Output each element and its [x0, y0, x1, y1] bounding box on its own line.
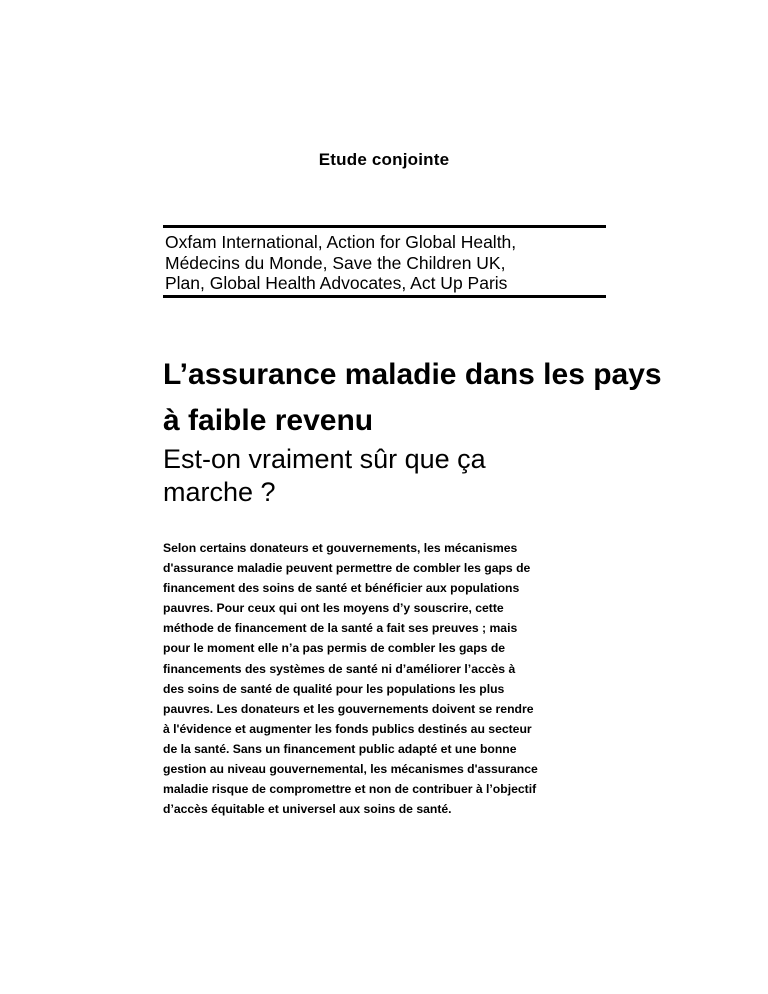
page-title: [163, 352, 753, 444]
title-line: L’assurance maladie dans les pays: [163, 358, 662, 391]
summary-line: pauvres. Les donateurs et les gouvernements doivent se rendre: [163, 701, 534, 716]
summary-line: d’accès équitable et universel aux soins de santé.: [163, 802, 452, 817]
summary-line: à l'évidence et augmenter les fonds publics destinés au secteur: [163, 721, 532, 736]
summary-line: méthode de financement de la santé a fait ses preuves ; mais: [163, 621, 518, 636]
summary-paragraph: [163, 538, 603, 819]
summary-line: maladie risque de compromettre et non de contribuer à l’objectif: [163, 782, 537, 797]
subtitle-line: marche ?: [163, 477, 276, 507]
summary-line: des soins de santé de qualité pour les populations les plus: [163, 681, 505, 696]
authors-line: Plan, Global Health Advocates, Act Up Paris: [165, 273, 508, 293]
summary-line: pour le moment elle n’a pas permis de combler les gaps de: [163, 641, 506, 656]
summary-line: de la santé. Sans un financement public adapté et une bonne: [163, 741, 517, 756]
summary-line: financement des soins de santé et bénéficier aux populations: [163, 581, 520, 596]
authors-block: [165, 232, 605, 294]
authors-bottom-rule: [163, 295, 606, 298]
subtitle-line: Est-on vraiment sûr que ça: [163, 444, 486, 474]
title-line: à faible revenu: [163, 404, 374, 437]
page-subtitle: [163, 443, 613, 509]
summary-line: d'assurance maladie peuvent permettre de combler les gaps de: [163, 561, 531, 576]
authors-line: Médecins du Monde, Save the Children UK,: [165, 252, 506, 273]
authors-line: Oxfam International, Action for Global Health,: [165, 232, 517, 252]
summary-line: pauvres. Pour ceux qui ont les moyens d’y souscrire, cette: [163, 601, 504, 616]
summary-line: gestion au niveau gouvernemental, les mécanismes d'assurance: [163, 762, 538, 777]
summary-line: Selon certains donateurs et gouvernements, les mécanismes: [163, 541, 518, 555]
report-type-label: Etude conjointe: [318, 150, 450, 169]
authors-top-rule: [163, 225, 606, 228]
summary-line: financements des systèmes de santé ni d’améliorer l’accès à: [163, 661, 516, 676]
